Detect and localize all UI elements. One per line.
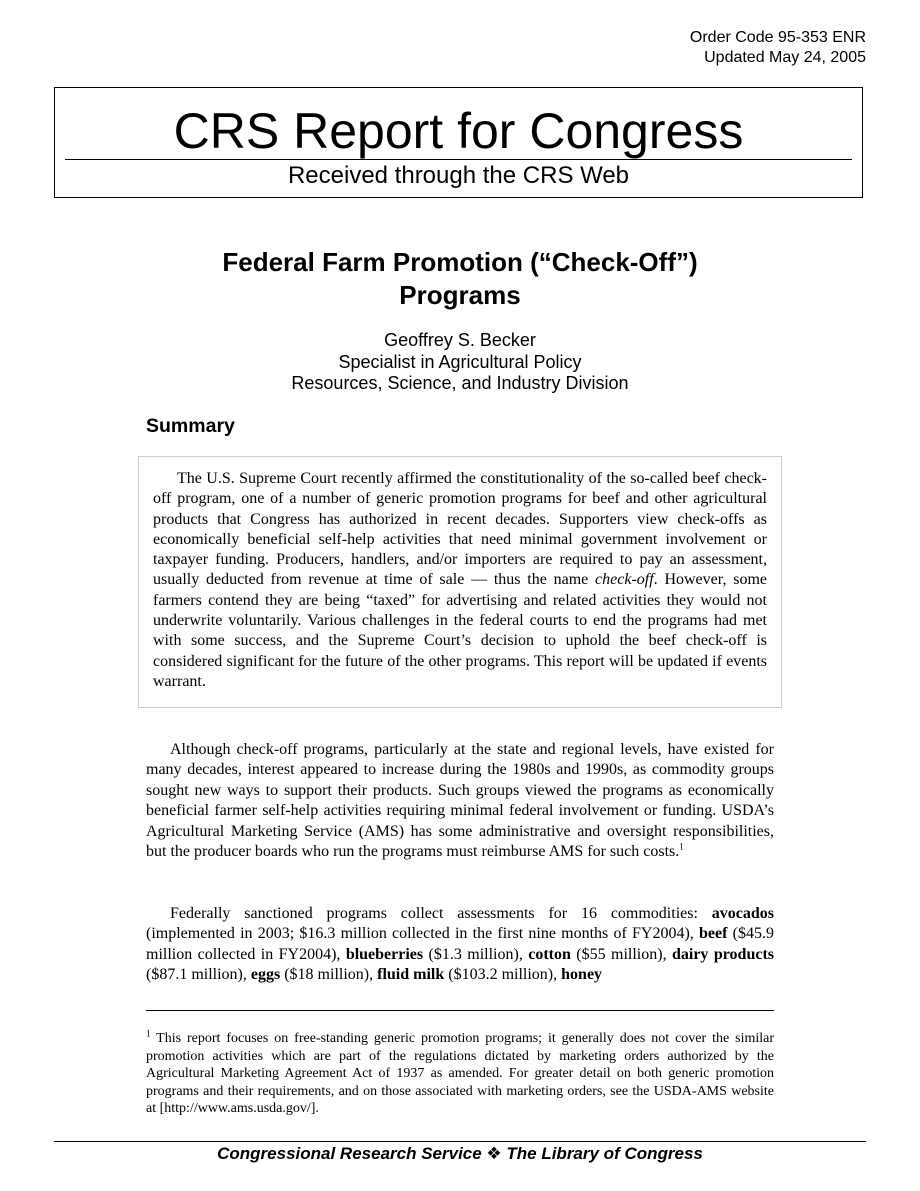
commodities-intro: Federally sanctioned programs collect assessments for 16 commodities: <box>170 905 712 922</box>
commodity-honey: honey <box>561 966 603 984</box>
author-division: Resources, Science, and Industry Division <box>291 373 629 393</box>
summary-text-italic: check-off <box>595 571 654 589</box>
commodity-dairy-products-detail: ($87.1 million), <box>146 966 251 984</box>
footnote-reference[interactable]: 1 <box>679 841 684 852</box>
summary-text-part-2: . However, some farmers contend they are being “taxed” for advertising and related activities they would not underwrite voluntarily. Various challenges in the federal courts to end the programs had met with some success, and the Supreme Court’s decision to uphold the beef check-off is considered significant for the future of the other programs. This report will be updated if events warrant. <box>153 571 767 690</box>
commodity-blueberries: blueberries <box>345 945 424 963</box>
document-title <box>100 246 820 312</box>
report-header-subtitle: Received through the CRS Web <box>287 162 630 189</box>
header-divider <box>65 159 852 160</box>
report-header-box <box>54 87 863 198</box>
summary-box <box>138 456 782 708</box>
commodity-avocados-detail: (implemented in 2003; $16.3 million collected in the first nine months of FY2004), <box>146 925 700 943</box>
summary-text-part-1: The U.S. Supreme Court recently affirmed the constitutionality of the so-called beef check-off program, one of a number of generic promotion programs for beef and other agricultural products that Congress has authorized in recent decades. Supporters view check-offs as economically beneficial self-help activities that need minimal government involvement or taxpayer funding. Producers, handlers, and/or importers are required to pay an assessment, usually deducted from revenue at time of sale — thus the name <box>153 470 767 589</box>
footer-divider <box>54 1141 866 1142</box>
commodity-cotton: cotton <box>528 945 571 963</box>
footnote-number: 1 <box>146 1028 151 1039</box>
commodity-avocados: avocados <box>711 905 774 922</box>
summary-text <box>153 469 767 692</box>
updated-date: Updated May 24, 2005 <box>704 49 866 66</box>
footnote-text: This report focuses on free-standing generic promotion programs; it generally does not cover the similar promotion activities which are part of the regulations dictated by marketing orders authorized by the Agricultural Marketing Agreement Act of 1937 as amended. For greater detail on both generic promotion programs and their requirements, and on those associated with marketing orders, see the USDA-AMS website at [http://www.ams.usda.gov/]. <box>146 1031 774 1116</box>
body-paragraph-1 <box>146 740 774 862</box>
commodity-eggs-detail: ($18 million), <box>280 966 378 984</box>
commodity-blueberries-detail: ($1.3 million), <box>423 945 529 963</box>
report-header-title: CRS Report for Congress <box>173 103 744 159</box>
document-title-line-2: Programs <box>399 280 521 310</box>
author-name: Geoffrey S. Becker <box>384 330 536 350</box>
body-paragraph-2 <box>146 904 774 986</box>
page-footer: Congressional Research Service ❖ The Library of Congress <box>217 1144 703 1163</box>
commodity-fluid-milk: fluid milk <box>377 966 445 984</box>
order-code: Order Code 95-353 ENR <box>689 29 866 46</box>
author-position: Specialist in Agricultural Policy <box>338 351 582 372</box>
body-paragraph-1-text: Although check-off programs, particularly at the state and regional levels, have existed for many decades, interest appeared to increase during the 1980s and 1990s, as commodity groups sought new ways to support their products. Such groups viewed the programs as economically beneficial farmer self-help activities requiring minimal federal involvement or funding. USDA’s Agricultural Marketing Service (AMS) has some administrative and oversight responsibilities, but the producer boards who run the programs must reimburse AMS for such costs. <box>146 741 774 861</box>
author-block <box>100 330 820 395</box>
commodity-eggs: eggs <box>250 966 281 984</box>
footnote-1 <box>146 1030 774 1118</box>
footnote-divider <box>146 1010 774 1011</box>
commodity-dairy-products: dairy products <box>671 945 774 963</box>
document-title-line-1: Federal Farm Promotion (“Check-Off”) <box>222 247 698 277</box>
commodity-cotton-detail: ($55 million), <box>570 945 672 963</box>
order-code-block <box>690 28 866 68</box>
commodity-beef: beef <box>699 925 728 943</box>
summary-heading: Summary <box>146 415 235 437</box>
commodity-beef-detail: ($45.9 million collected in FY2004), <box>146 925 774 963</box>
commodity-fluid-milk-detail: ($103.2 million), <box>444 966 562 984</box>
